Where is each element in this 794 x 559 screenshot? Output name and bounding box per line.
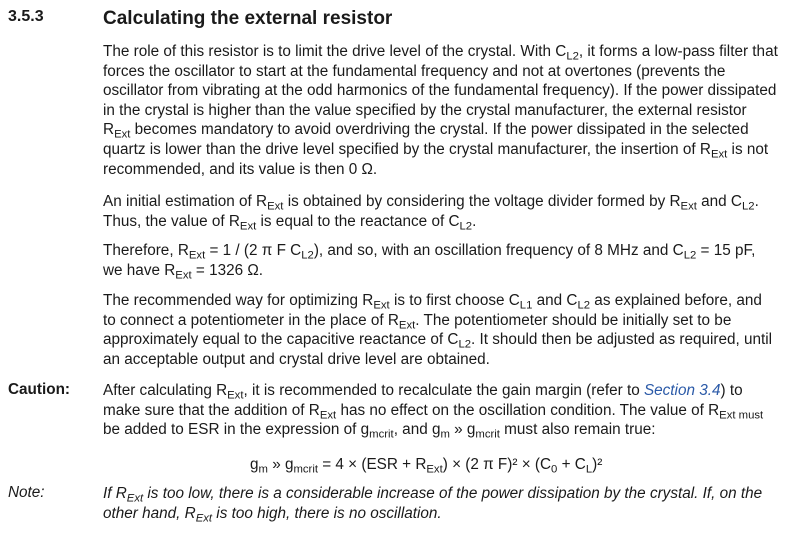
text: , it is recommended to recalculate the gain margin (refer to <box>243 382 644 399</box>
subscript: L2 <box>577 299 591 312</box>
caution-text <box>103 381 778 440</box>
text: is too low, there is a considerable increase of the power dissipation by the crystal. If, on the other hand, R <box>103 485 763 522</box>
subscript: Ext <box>227 389 244 402</box>
text: If R <box>103 485 127 502</box>
subscript: L2 <box>301 249 314 262</box>
subscript: mcrit <box>475 428 500 441</box>
text: = 4 × (ESR + R <box>317 456 427 473</box>
subscript: Ext <box>188 249 206 262</box>
subscript: 0 <box>551 463 558 476</box>
text: . Thus, the value of R <box>103 193 759 230</box>
text: After calculating R <box>103 382 228 399</box>
subscript: Ext <box>373 299 390 312</box>
subscript: Ext <box>319 409 337 422</box>
text: ) × (2 π F)² × (C <box>442 456 552 473</box>
text: )² <box>592 456 603 473</box>
text: g <box>250 456 259 473</box>
text: is obtained by considering the voltage divider formed by R <box>283 193 681 210</box>
text: . The potentiometer should be initially set to be approximately equal to the capacitive reactance of C <box>103 311 732 349</box>
subscript: Ext <box>239 220 257 233</box>
subscript: L2 <box>458 338 472 351</box>
subscript: mcrit <box>293 463 318 476</box>
subscript: Ext <box>426 463 443 476</box>
subscript: Ext must <box>719 409 764 422</box>
caution-label: Caution: <box>8 381 71 398</box>
subscript: Ext <box>114 128 131 141</box>
paragraph-optimizing <box>103 291 778 369</box>
subscript: L <box>585 463 593 476</box>
subscript: Ext <box>398 319 416 332</box>
text: » g <box>267 456 294 473</box>
text: be added to ESR in the expression of g <box>103 421 370 439</box>
text: ) to make sure that the addition of R <box>103 382 743 419</box>
section-title: Calculating the external resistor <box>103 8 393 29</box>
paragraph-initial-estimation <box>103 192 778 231</box>
note-text <box>103 484 778 523</box>
text: has no effect on the oscillation condition. The value of R <box>336 401 720 419</box>
subscript: m <box>258 463 268 476</box>
section-number: 3.5.3 <box>8 8 44 25</box>
subscript: Ext <box>195 512 213 525</box>
subscript: L1 <box>519 299 533 312</box>
subscript: L2 <box>566 50 579 63</box>
subscript: L2 <box>741 200 755 213</box>
text: = 1 / (2 π F C <box>205 242 302 259</box>
text: , it forms a low-pass filter that forces the oscillator to start at the fundamental frequency and not at overtones (prevents the oscillator from vibrating at the odd harmonics of the fundamental frequency). If the power dissipated in the crystal is higher than the value specified by the crystal manufacturer, the external resistor R <box>103 43 778 139</box>
text: = 15 pF, we have R <box>103 242 756 279</box>
text: as explained before, and to connect a potentiometer in the place of R <box>103 292 762 329</box>
text: is too high, there is no oscillation. <box>212 504 442 522</box>
text: The role of this resistor is to limit the drive level of the crystal. With C <box>103 43 567 60</box>
text: becomes mandatory to avoid overdriving the crystal. If the power dissipated in the selected quartz is lower than the drive level specified by the crystal manufacturer, the insertion of R <box>103 121 749 158</box>
text: is equal to the reactance of C <box>256 212 460 230</box>
text: is not recommended, and its value is then 0 Ω. <box>103 140 769 178</box>
subscript: mcrit <box>369 428 394 441</box>
subscript: Ext <box>710 148 728 161</box>
subscript: Ext <box>175 269 192 282</box>
note-label: Note: <box>8 484 45 501</box>
gain-margin-equation <box>250 456 602 474</box>
subscript: L2 <box>459 220 473 233</box>
paragraph-role-of-resistor <box>103 42 778 179</box>
subscript: m <box>440 428 450 441</box>
section-3-4-link[interactable]: Section 3.4 <box>643 382 721 399</box>
subscript: Ext <box>680 200 697 213</box>
text: , and g <box>393 421 441 439</box>
text: + C <box>557 456 586 473</box>
text: » g <box>449 421 476 439</box>
paragraph-therefore-formula <box>103 241 778 280</box>
subscript: Ext <box>126 492 144 505</box>
text: . <box>472 212 477 230</box>
text: must also remain true: <box>499 421 656 439</box>
text: The recommended way for optimizing R <box>103 292 374 309</box>
subscript: L2 <box>683 249 697 262</box>
text: Therefore, R <box>103 242 189 259</box>
text: = 1326 Ω. <box>191 261 264 279</box>
text: . It should then be adjusted as required, until an acceptable output and crystal drive level are obtained. <box>103 331 773 368</box>
text: and C <box>696 193 742 210</box>
text: ), and so, with an oscillation frequency of 8 MHz and C <box>313 242 684 259</box>
subscript: Ext <box>267 200 284 213</box>
text: and C <box>532 292 578 309</box>
text: An initial estimation of R <box>103 193 268 210</box>
text: is to first choose C <box>389 292 520 309</box>
